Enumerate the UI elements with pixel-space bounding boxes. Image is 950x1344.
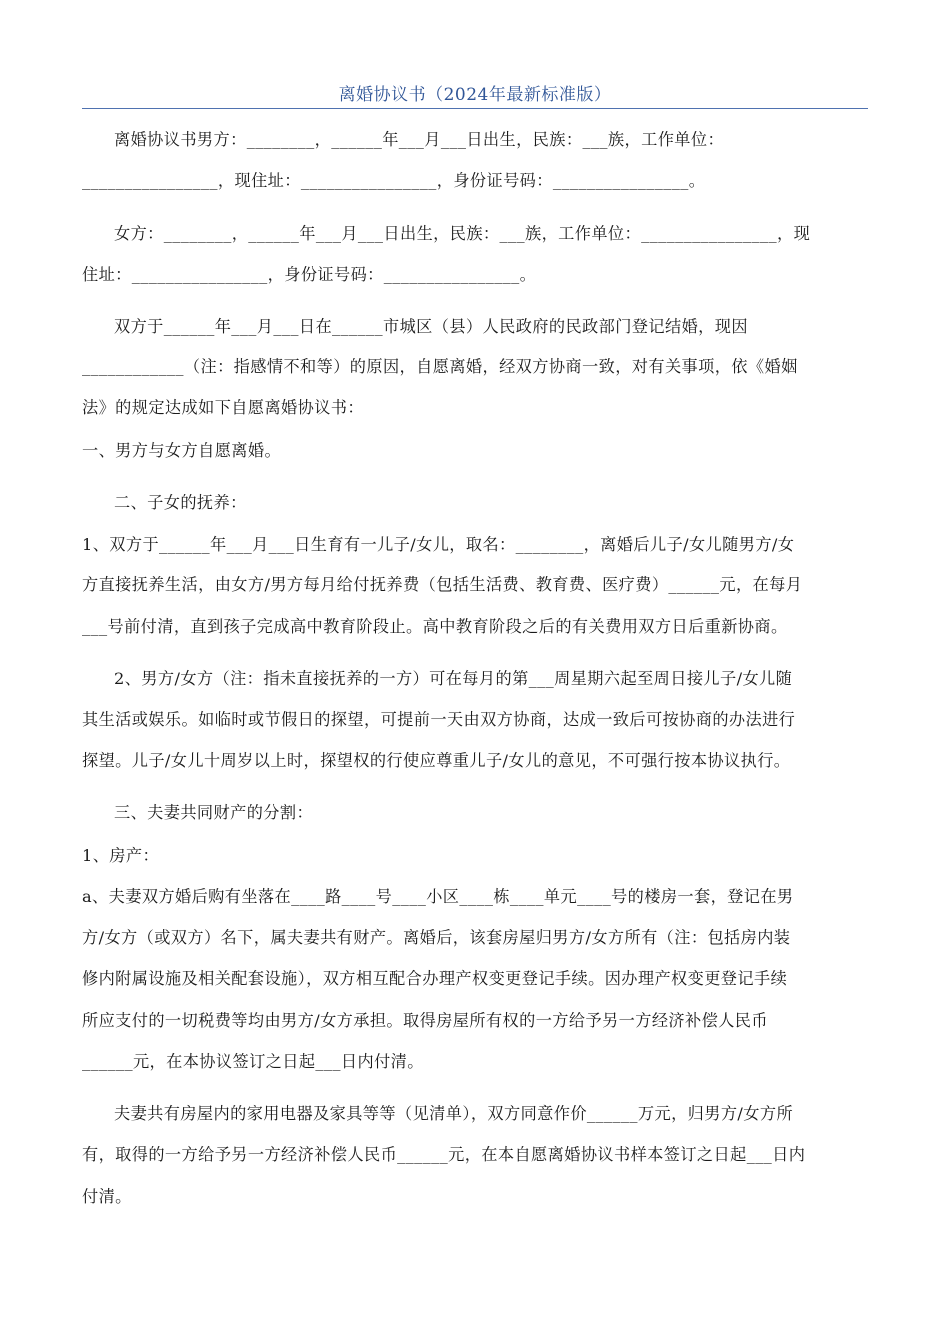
paragraph-line: 双方于______年___月___日在______市城区（县）人民政府的民政部门登记结婚，现因 — [114, 317, 748, 336]
section-heading: 三、夫妻共同财产的分割： — [114, 803, 314, 822]
paragraph-line: 2、男方/女方（注：指未直接抚养的一方）可在每月的第___周星期六起至周日接儿子/女儿随 — [114, 669, 793, 688]
paragraph-line: 法》的规定达成如下自愿离婚协议书： — [82, 398, 364, 417]
paragraph-line: ____________（注：指感情不和等）的原因，自愿离婚，经双方协商一致，对有关事项，依《婚姻 — [82, 357, 798, 376]
paragraph-line: 方/女方（或双方）名下，属夫妻共有财产。离婚后，该套房屋归男方/女方所有（注：包括房内装 — [82, 928, 791, 947]
paragraph-line: 有，取得的一方给予另一方经济补偿人民币______元，在本自愿离婚协议书样本签订之日起___日内 — [82, 1145, 806, 1164]
paragraph-line: 女方：________，______年___月___日出生，民族：___族，工作单位：________________，现 — [114, 224, 811, 243]
subsection-heading: 1、房产： — [82, 846, 160, 865]
paragraph-line: 离婚协议书男方：________，______年___月___日出生，民族：___族，工作单位： — [114, 130, 725, 149]
paragraph-line: 方直接抚养生活，由女方/男方每月给付抚养费（包括生活费、教育费、医疗费）______元，在每月 — [82, 575, 803, 594]
paragraph-line: 1、双方于______年___月___日生育有一儿子/女儿，取名：________，离婚后儿子/女儿随男方/女 — [82, 535, 795, 554]
paragraph-line: ___号前付清，直到孩子完成高中教育阶段止。高中教育阶段之后的有关费用双方日后重新协商。 — [82, 617, 788, 636]
paragraph-line: ________________，现住址：________________，身份证号码：________________。 — [82, 171, 706, 190]
section-heading: 二、子女的抚养： — [114, 493, 247, 512]
document-title: 离婚协议书（2024年最新标准版） — [338, 85, 612, 105]
paragraph-line: 其生活或娱乐。如临时或节假日的探望，可提前一天由双方协商，达成一致后可按协商的办法进行 — [82, 710, 796, 729]
paragraph-line: 付清。 — [82, 1187, 132, 1206]
title-divider — [82, 108, 868, 109]
paragraph-line: 修内附属设施及相关配套设施），双方相互配合办理产权变更登记手续。因办理产权变更登记手续 — [82, 969, 788, 988]
paragraph-line: 探望。儿子/女儿十周岁以上时，探望权的行使应尊重儿子/女儿的意见，不可强行按本协议执行。 — [82, 751, 791, 770]
section-heading: 一、男方与女方自愿离婚。 — [82, 441, 282, 460]
paragraph-line: ______元，在本协议签订之日起___日内付清。 — [82, 1052, 424, 1071]
paragraph-line: 所应支付的一切税费等均由男方/女方承担。取得房屋所有权的一方给予另一方经济补偿人民币 — [82, 1011, 768, 1030]
paragraph-line: 夫妻共有房屋内的家用电器及家具等等（见清单），双方同意作价______万元，归男方/女方所 — [114, 1104, 794, 1123]
paragraph-line: 住址：________________，身份证号码：________________。 — [82, 265, 537, 284]
paragraph-line: a、夫妻双方婚后购有坐落在____路____号____小区____栋____单元____号的楼房一套，登记在男 — [82, 887, 794, 906]
